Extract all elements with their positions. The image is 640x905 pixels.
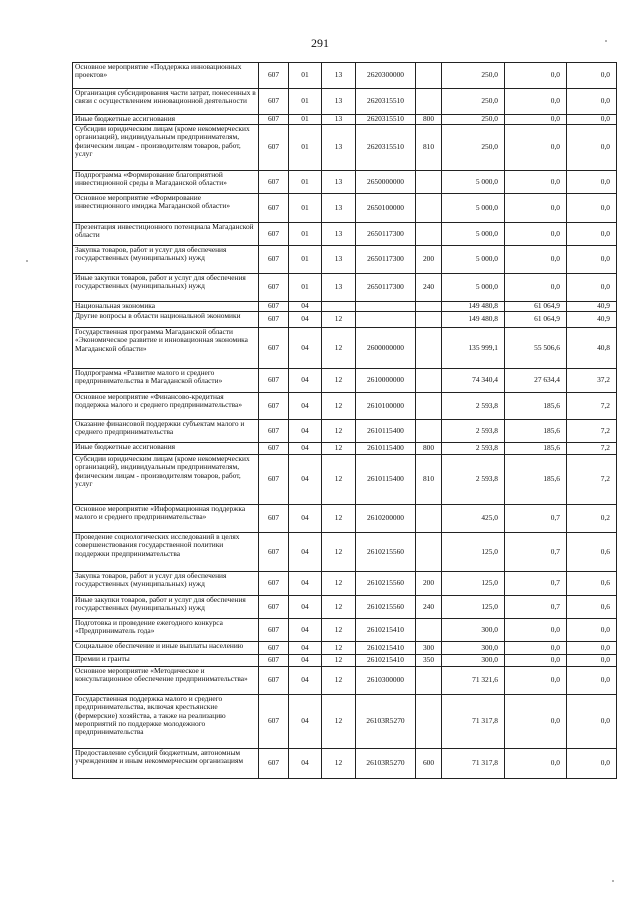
cell-vr xyxy=(416,505,442,533)
cell-amount-plan: 300,0 xyxy=(442,619,505,642)
table-row xyxy=(73,115,617,125)
cell-percent: 0,6 xyxy=(567,572,617,596)
cell-csr: 2610215410 xyxy=(356,655,416,667)
table-row xyxy=(73,274,617,302)
table-row xyxy=(73,369,617,393)
cell-amount-executed: 0,0 xyxy=(505,89,567,115)
cell-name: Организация субсидирования части затрат, понесенных в связи с осуществлением инновационной деятельности xyxy=(73,89,259,115)
cell-rz: 01 xyxy=(289,246,322,274)
cell-vr xyxy=(416,369,442,393)
cell-amount-plan: 300,0 xyxy=(442,655,505,667)
cell-name: Закупка товаров, работ и услуг для обеспечения государственных (муниципальных) нужд xyxy=(73,572,259,596)
cell-amount-executed: 0,7 xyxy=(505,572,567,596)
cell-pr: 12 xyxy=(322,443,356,455)
cell-vr: 800 xyxy=(416,443,442,455)
cell-pr: 13 xyxy=(322,89,356,115)
cell-percent: 0,0 xyxy=(567,695,617,749)
cell-rz: 04 xyxy=(289,572,322,596)
cell-name: Субсидии юридическим лицам (кроме некоммерческих организаций), индивидуальным предпринимателям, физическим лицам - производителям товаров, работ, услуг xyxy=(73,125,259,171)
cell-amount-executed: 0,0 xyxy=(505,246,567,274)
cell-csr xyxy=(356,312,416,328)
cell-pr: 12 xyxy=(322,655,356,667)
cell-rz: 04 xyxy=(289,655,322,667)
scan-speck xyxy=(605,40,607,42)
cell-vr: 200 xyxy=(416,572,442,596)
cell-amount-executed: 0,0 xyxy=(505,63,567,89)
cell-csr: 2610000000 xyxy=(356,369,416,393)
cell-rz: 04 xyxy=(289,749,322,779)
cell-vr xyxy=(416,695,442,749)
table-row xyxy=(73,505,617,533)
cell-amount-executed: 0,0 xyxy=(505,695,567,749)
cell-name: Презентация инвестиционного потенциала Магаданской области xyxy=(73,223,259,246)
cell-ved: 607 xyxy=(259,642,289,655)
cell-amount-executed: 0,0 xyxy=(505,667,567,695)
cell-ved: 607 xyxy=(259,115,289,125)
cell-vr xyxy=(416,194,442,223)
cell-vr xyxy=(416,393,442,420)
cell-amount-executed: 27 634,4 xyxy=(505,369,567,393)
cell-ved: 607 xyxy=(259,619,289,642)
cell-percent: 0,0 xyxy=(567,223,617,246)
cell-amount-plan: 149 480,8 xyxy=(442,312,505,328)
table-row xyxy=(73,443,617,455)
cell-percent: 0,0 xyxy=(567,171,617,194)
cell-ved: 607 xyxy=(259,655,289,667)
cell-ved: 607 xyxy=(259,695,289,749)
cell-name: Основное мероприятие «Финансово-кредитная поддержка малого и среднего предпринимательства» xyxy=(73,393,259,420)
cell-percent: 0,6 xyxy=(567,533,617,572)
cell-pr: 12 xyxy=(322,369,356,393)
cell-amount-executed: 0,0 xyxy=(505,619,567,642)
cell-csr: 2650117300 xyxy=(356,223,416,246)
cell-ved: 607 xyxy=(259,302,289,312)
cell-vr: 810 xyxy=(416,125,442,171)
cell-amount-executed: 0,7 xyxy=(505,505,567,533)
cell-amount-executed: 0,0 xyxy=(505,171,567,194)
cell-vr xyxy=(416,667,442,695)
cell-pr: 13 xyxy=(322,246,356,274)
cell-name: Подпрограмма «Формирование благоприятной инвестиционной среды в Магаданской области» xyxy=(73,171,259,194)
cell-amount-executed: 0,0 xyxy=(505,274,567,302)
cell-percent: 0,0 xyxy=(567,655,617,667)
cell-amount-executed: 0,0 xyxy=(505,115,567,125)
cell-amount-executed: 61 064,9 xyxy=(505,302,567,312)
cell-amount-plan: 149 480,8 xyxy=(442,302,505,312)
cell-percent: 0,0 xyxy=(567,63,617,89)
table-row xyxy=(73,695,617,749)
cell-vr xyxy=(416,89,442,115)
cell-csr: 2620300000 xyxy=(356,63,416,89)
cell-amount-plan: 5 000,0 xyxy=(442,246,505,274)
table-row xyxy=(73,619,617,642)
cell-percent: 0,0 xyxy=(567,246,617,274)
cell-ved: 607 xyxy=(259,505,289,533)
cell-vr xyxy=(416,223,442,246)
cell-name: Субсидии юридическим лицам (кроме некоммерческих организаций), индивидуальным предпринимателям, физическим лицам - производителям товаров, работ, услуг xyxy=(73,455,259,505)
cell-vr: 300 xyxy=(416,642,442,655)
table-row xyxy=(73,171,617,194)
cell-rz: 04 xyxy=(289,420,322,443)
cell-rz: 04 xyxy=(289,328,322,369)
table-row xyxy=(73,596,617,619)
cell-csr: 2610215560 xyxy=(356,533,416,572)
table-row xyxy=(73,312,617,328)
cell-pr: 13 xyxy=(322,274,356,302)
cell-name: Подготовка и проведение ежегодного конкурса «Предприниматель года» xyxy=(73,619,259,642)
cell-percent: 0,0 xyxy=(567,115,617,125)
table-row xyxy=(73,655,617,667)
cell-amount-executed: 0,0 xyxy=(505,223,567,246)
cell-ved: 607 xyxy=(259,572,289,596)
table-row xyxy=(73,533,617,572)
cell-csr: 2610215410 xyxy=(356,642,416,655)
cell-rz: 04 xyxy=(289,695,322,749)
page-number: 291 xyxy=(311,36,329,50)
cell-name: Основное мероприятие «Информационная поддержка малого и среднего предпринимательства» xyxy=(73,505,259,533)
table-row xyxy=(73,223,617,246)
cell-pr: 12 xyxy=(322,695,356,749)
cell-amount-plan: 2 593,8 xyxy=(442,443,505,455)
cell-rz: 01 xyxy=(289,89,322,115)
cell-amount-plan: 71 317,8 xyxy=(442,749,505,779)
table-row xyxy=(73,125,617,171)
cell-name: Иные закупки товаров, работ и услуг для обеспечения государственных (муниципальных) нужд xyxy=(73,596,259,619)
cell-pr: 13 xyxy=(322,125,356,171)
scan-speck xyxy=(612,880,614,882)
cell-rz: 04 xyxy=(289,596,322,619)
cell-ved: 607 xyxy=(259,533,289,572)
cell-percent: 0,0 xyxy=(567,89,617,115)
cell-rz: 01 xyxy=(289,194,322,223)
table-row xyxy=(73,194,617,223)
cell-pr: 12 xyxy=(322,749,356,779)
cell-rz: 01 xyxy=(289,171,322,194)
cell-amount-plan: 250,0 xyxy=(442,115,505,125)
table-row xyxy=(73,89,617,115)
cell-csr: 2650100000 xyxy=(356,194,416,223)
cell-name: Основное мероприятие «Формирование инвестиционного имиджа Магаданской области» xyxy=(73,194,259,223)
cell-percent: 0,0 xyxy=(567,642,617,655)
cell-csr: 2610200000 xyxy=(356,505,416,533)
cell-csr: 2610215560 xyxy=(356,596,416,619)
cell-percent: 0,0 xyxy=(567,619,617,642)
cell-ved: 607 xyxy=(259,274,289,302)
cell-amount-plan: 2 593,8 xyxy=(442,420,505,443)
cell-amount-executed: 0,0 xyxy=(505,749,567,779)
cell-amount-plan: 5 000,0 xyxy=(442,223,505,246)
table-row xyxy=(73,667,617,695)
cell-name: Основное мероприятие «Поддержка инновационных проектов» xyxy=(73,63,259,89)
cell-ved: 607 xyxy=(259,312,289,328)
cell-name: Иные бюджетные ассигнования xyxy=(73,443,259,455)
cell-percent: 40,9 xyxy=(567,312,617,328)
cell-csr: 2620315510 xyxy=(356,125,416,171)
cell-csr: 2650117300 xyxy=(356,246,416,274)
cell-rz: 01 xyxy=(289,274,322,302)
cell-pr: 12 xyxy=(322,572,356,596)
cell-percent: 0,2 xyxy=(567,505,617,533)
cell-vr xyxy=(416,619,442,642)
cell-rz: 04 xyxy=(289,455,322,505)
cell-vr xyxy=(416,171,442,194)
cell-pr: 12 xyxy=(322,667,356,695)
cell-name: Государственная поддержка малого и среднего предпринимательства, включая крестьянские (фермерские) хозяйства, а также на реализацию мероприятий по поддержке молодежного предпринимательства xyxy=(73,695,259,749)
cell-name: Подпрограмма «Развитие малого и среднего предпринимательства в Магаданской области» xyxy=(73,369,259,393)
cell-csr: 26103R5270 xyxy=(356,695,416,749)
cell-rz: 01 xyxy=(289,223,322,246)
cell-vr xyxy=(416,312,442,328)
cell-amount-plan: 125,0 xyxy=(442,533,505,572)
cell-amount-executed: 0,0 xyxy=(505,194,567,223)
cell-amount-plan: 71 321,6 xyxy=(442,667,505,695)
table-row xyxy=(73,572,617,596)
cell-ved: 607 xyxy=(259,443,289,455)
cell-amount-plan: 125,0 xyxy=(442,596,505,619)
cell-amount-plan: 250,0 xyxy=(442,63,505,89)
cell-amount-executed: 185,6 xyxy=(505,393,567,420)
cell-pr: 12 xyxy=(322,596,356,619)
cell-rz: 04 xyxy=(289,302,322,312)
cell-percent: 7,2 xyxy=(567,443,617,455)
cell-csr: 2610215560 xyxy=(356,572,416,596)
cell-rz: 04 xyxy=(289,642,322,655)
cell-pr: 12 xyxy=(322,420,356,443)
cell-amount-plan: 300,0 xyxy=(442,642,505,655)
cell-pr: 13 xyxy=(322,194,356,223)
cell-amount-plan: 125,0 xyxy=(442,572,505,596)
cell-amount-plan: 71 317,8 xyxy=(442,695,505,749)
cell-pr: 12 xyxy=(322,312,356,328)
cell-name: Другие вопросы в области национальной экономики xyxy=(73,312,259,328)
cell-name: Социальное обеспечение и иные выплаты населению xyxy=(73,642,259,655)
cell-rz: 04 xyxy=(289,667,322,695)
cell-percent: 7,2 xyxy=(567,455,617,505)
cell-percent: 0,0 xyxy=(567,749,617,779)
cell-ved: 607 xyxy=(259,369,289,393)
cell-rz: 04 xyxy=(289,443,322,455)
cell-ved: 607 xyxy=(259,171,289,194)
cell-rz: 01 xyxy=(289,63,322,89)
cell-vr: 240 xyxy=(416,274,442,302)
cell-ved: 607 xyxy=(259,455,289,505)
cell-vr: 810 xyxy=(416,455,442,505)
cell-amount-executed: 61 064,9 xyxy=(505,312,567,328)
cell-amount-plan: 74 340,4 xyxy=(442,369,505,393)
cell-rz: 04 xyxy=(289,533,322,572)
cell-csr: 2610115400 xyxy=(356,455,416,505)
cell-rz: 04 xyxy=(289,505,322,533)
cell-amount-executed: 185,6 xyxy=(505,443,567,455)
cell-percent: 0,6 xyxy=(567,596,617,619)
cell-ved: 607 xyxy=(259,596,289,619)
cell-pr: 12 xyxy=(322,642,356,655)
cell-vr xyxy=(416,533,442,572)
cell-name: Национальная экономика xyxy=(73,302,259,312)
cell-pr xyxy=(322,302,356,312)
cell-name: Премии и гранты xyxy=(73,655,259,667)
cell-name: Иные закупки товаров, работ и услуг для обеспечения государственных (муниципальных) нужд xyxy=(73,274,259,302)
cell-amount-executed: 185,6 xyxy=(505,420,567,443)
cell-vr: 350 xyxy=(416,655,442,667)
cell-name: Предоставление субсидий бюджетным, автономным учреждениям и иным некоммерческим организациям xyxy=(73,749,259,779)
cell-percent: 37,2 xyxy=(567,369,617,393)
cell-amount-executed: 0,0 xyxy=(505,655,567,667)
cell-vr xyxy=(416,420,442,443)
cell-pr: 12 xyxy=(322,455,356,505)
cell-amount-plan: 2 593,8 xyxy=(442,393,505,420)
cell-csr: 2610300000 xyxy=(356,667,416,695)
cell-pr: 13 xyxy=(322,63,356,89)
cell-percent: 0,0 xyxy=(567,274,617,302)
cell-vr xyxy=(416,328,442,369)
cell-amount-plan: 2 593,8 xyxy=(442,455,505,505)
table-row xyxy=(73,749,617,779)
cell-ved: 607 xyxy=(259,125,289,171)
cell-name: Иные бюджетные ассигнования xyxy=(73,115,259,125)
cell-amount-executed: 0,0 xyxy=(505,125,567,171)
cell-amount-plan: 250,0 xyxy=(442,125,505,171)
cell-rz: 01 xyxy=(289,125,322,171)
cell-ved: 607 xyxy=(259,393,289,420)
cell-percent: 7,2 xyxy=(567,393,617,420)
cell-pr: 12 xyxy=(322,328,356,369)
cell-csr: 2650117300 xyxy=(356,274,416,302)
cell-ved: 607 xyxy=(259,328,289,369)
cell-csr xyxy=(356,302,416,312)
cell-pr: 12 xyxy=(322,505,356,533)
cell-vr xyxy=(416,302,442,312)
cell-csr: 2620315510 xyxy=(356,115,416,125)
cell-csr: 2610100000 xyxy=(356,393,416,420)
cell-rz: 01 xyxy=(289,115,322,125)
cell-csr: 26103R5270 xyxy=(356,749,416,779)
cell-amount-executed: 185,6 xyxy=(505,455,567,505)
cell-rz: 04 xyxy=(289,619,322,642)
cell-amount-plan: 425,0 xyxy=(442,505,505,533)
cell-pr: 12 xyxy=(322,619,356,642)
cell-pr: 13 xyxy=(322,223,356,246)
cell-rz: 04 xyxy=(289,393,322,420)
cell-percent: 7,2 xyxy=(567,420,617,443)
cell-amount-plan: 5 000,0 xyxy=(442,171,505,194)
cell-amount-plan: 5 000,0 xyxy=(442,274,505,302)
cell-pr: 13 xyxy=(322,115,356,125)
cell-percent: 0,0 xyxy=(567,125,617,171)
cell-ved: 607 xyxy=(259,667,289,695)
cell-amount-executed: 0,7 xyxy=(505,596,567,619)
cell-amount-plan: 250,0 xyxy=(442,89,505,115)
cell-rz: 04 xyxy=(289,312,322,328)
cell-rz: 04 xyxy=(289,369,322,393)
cell-amount-plan: 5 000,0 xyxy=(442,194,505,223)
cell-amount-executed: 0,0 xyxy=(505,642,567,655)
table-row xyxy=(73,420,617,443)
cell-vr: 240 xyxy=(416,596,442,619)
cell-ved: 607 xyxy=(259,223,289,246)
cell-pr: 12 xyxy=(322,533,356,572)
table-row xyxy=(73,302,617,312)
scan-speck xyxy=(26,260,28,262)
cell-csr: 2650000000 xyxy=(356,171,416,194)
cell-ved: 607 xyxy=(259,194,289,223)
cell-ved: 607 xyxy=(259,749,289,779)
cell-ved: 607 xyxy=(259,420,289,443)
cell-name: Оказание финансовой поддержки субъектам малого и среднего предпринимательства xyxy=(73,420,259,443)
table-row xyxy=(73,246,617,274)
cell-pr: 12 xyxy=(322,393,356,420)
cell-percent: 0,0 xyxy=(567,667,617,695)
cell-csr: 2610115400 xyxy=(356,420,416,443)
cell-csr: 2600000000 xyxy=(356,328,416,369)
table-row xyxy=(73,328,617,369)
cell-csr: 2610215410 xyxy=(356,619,416,642)
cell-name: Государственная программа Магаданской области «Экономическое развитие и инновационная экономика Магаданской области» xyxy=(73,328,259,369)
cell-name: Закупка товаров, работ и услуг для обеспечения государственных (муниципальных) нужд xyxy=(73,246,259,274)
cell-amount-plan: 135 999,1 xyxy=(442,328,505,369)
cell-name: Основное мероприятие «Методическое и консультационное обеспечение предпринимательства» xyxy=(73,667,259,695)
cell-percent: 40,8 xyxy=(567,328,617,369)
cell-ved: 607 xyxy=(259,246,289,274)
cell-name: Проведение социологических исследований в целях совершенствования государственной политики поддержки предпринимательства xyxy=(73,533,259,572)
table-row xyxy=(73,455,617,505)
cell-vr xyxy=(416,63,442,89)
cell-vr: 800 xyxy=(416,115,442,125)
budget-table-body xyxy=(73,63,617,779)
table-row xyxy=(73,63,617,89)
cell-csr: 2610115400 xyxy=(356,443,416,455)
cell-csr: 2620315510 xyxy=(356,89,416,115)
cell-amount-executed: 0,7 xyxy=(505,533,567,572)
table-row xyxy=(73,642,617,655)
cell-percent: 0,0 xyxy=(567,194,617,223)
cell-ved: 607 xyxy=(259,89,289,115)
table-row xyxy=(73,393,617,420)
budget-table xyxy=(72,62,617,779)
cell-amount-executed: 55 506,6 xyxy=(505,328,567,369)
cell-vr: 600 xyxy=(416,749,442,779)
cell-ved: 607 xyxy=(259,63,289,89)
cell-pr: 13 xyxy=(322,171,356,194)
cell-vr: 200 xyxy=(416,246,442,274)
cell-percent: 40,9 xyxy=(567,302,617,312)
